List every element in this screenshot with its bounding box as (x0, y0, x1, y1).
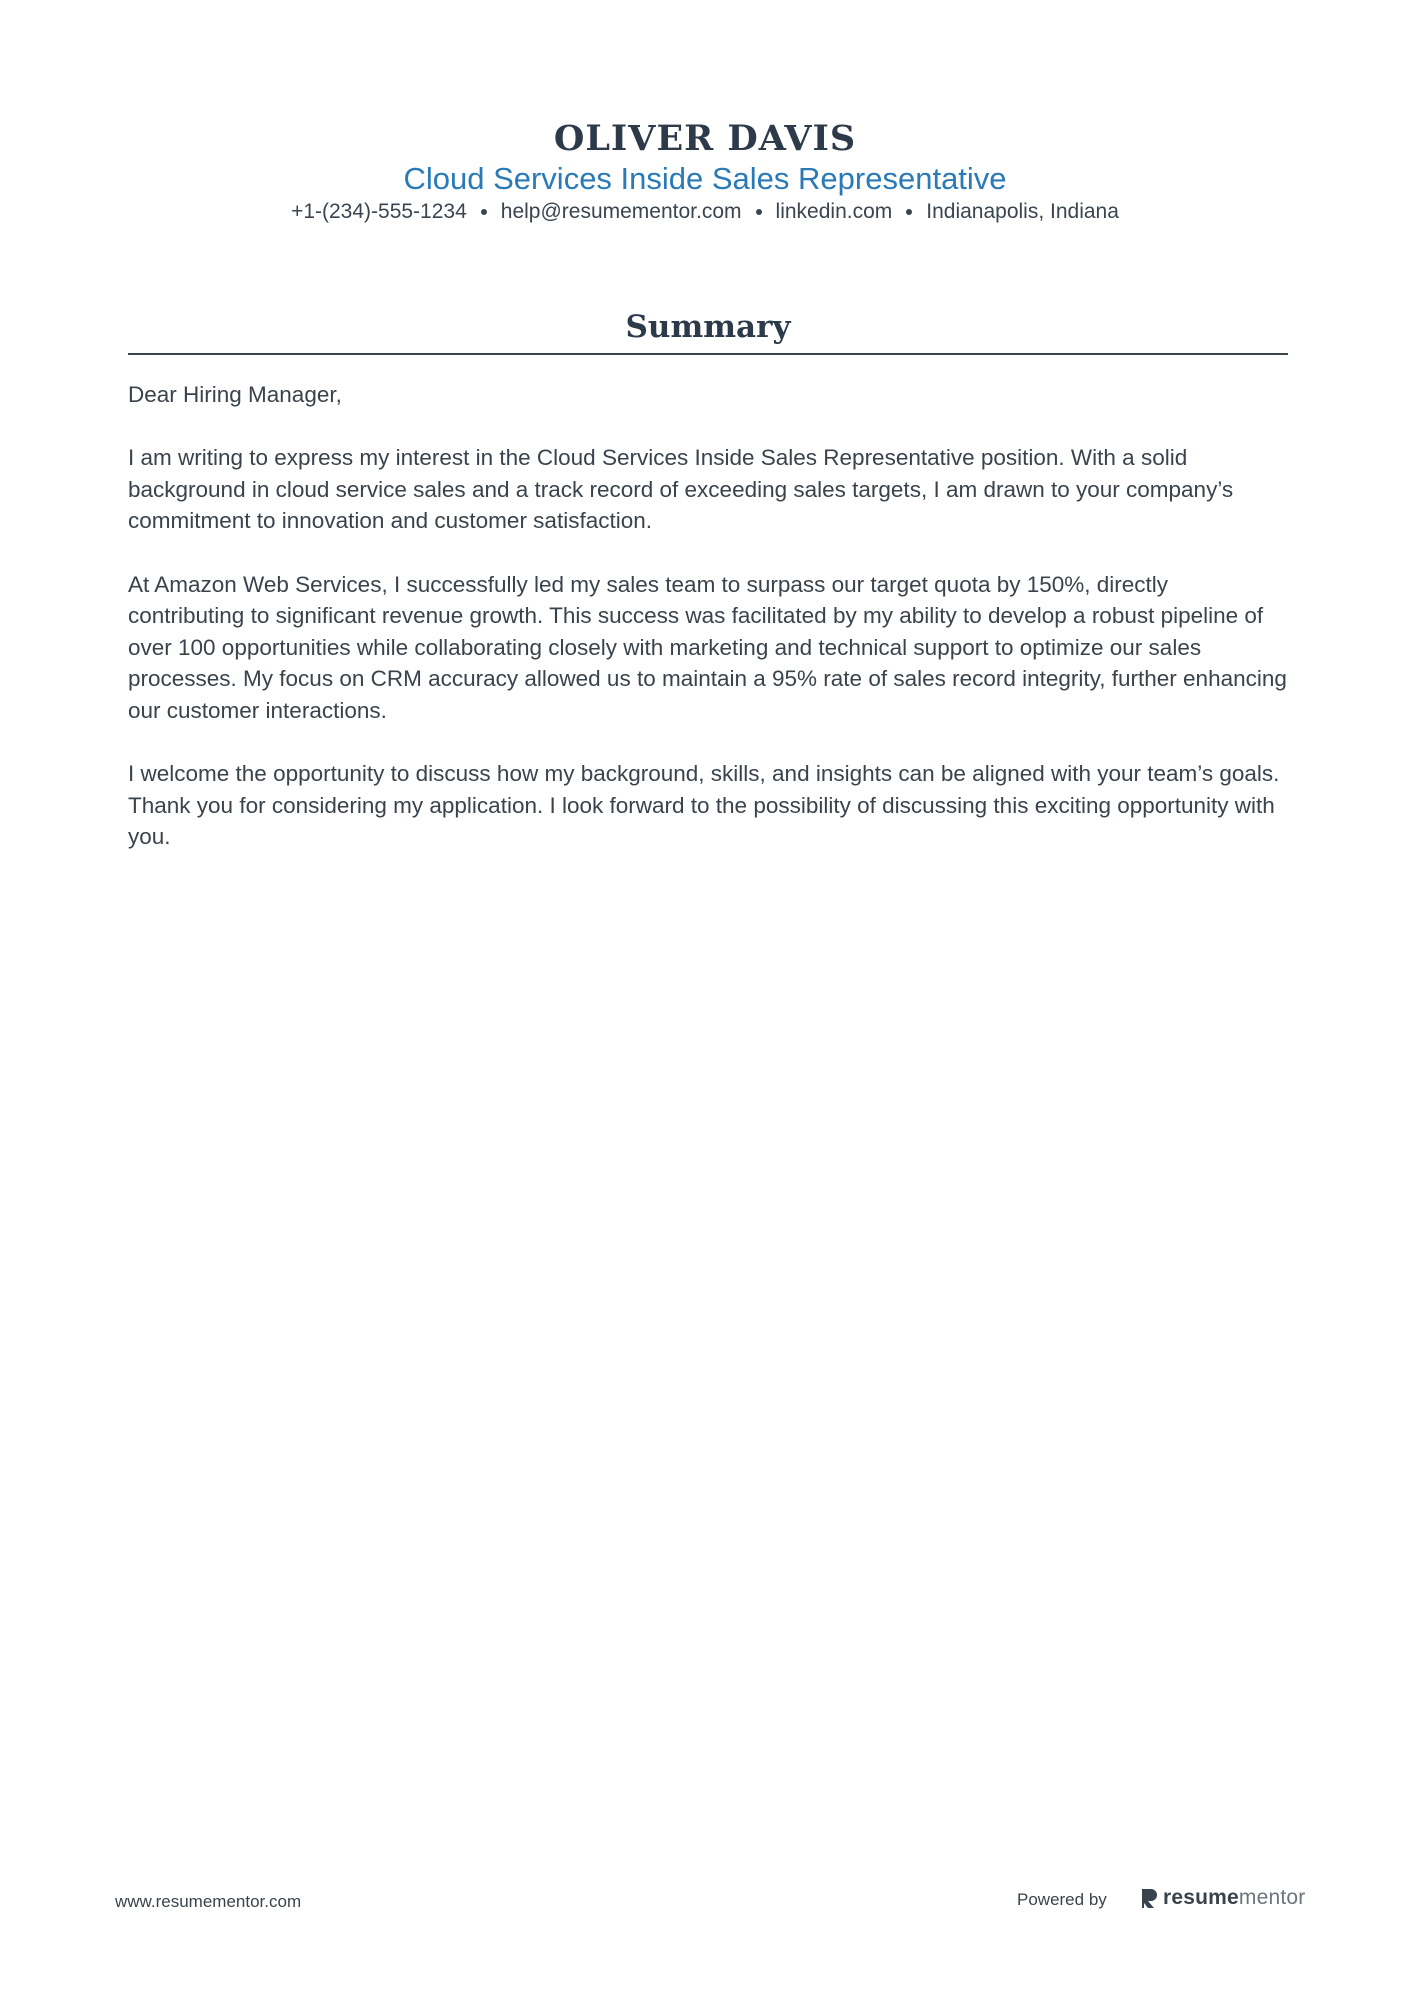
brand-wordmark (1163, 1886, 1305, 1910)
brand-logo[interactable] (1140, 1884, 1305, 1912)
letter-body (128, 379, 1288, 853)
footer (0, 1880, 1410, 1920)
contact-location: Indianapolis, Indiana (926, 200, 1119, 223)
contact-email[interactable]: help@resumementor.com (500, 200, 742, 223)
contact-line (0, 198, 1410, 226)
body-paragraph: I am writing to express my interest in the Cloud Services Inside Sales Representative position. With a solid background in cloud service sales and a track record of exceeding sales targets, I am drawn to your company’s commitment to innovation and customer satisfaction. (128, 445, 1234, 534)
contact-phone: +1-(234)-555-1234 (291, 200, 467, 223)
powered-by-label: Powered by (1017, 1890, 1107, 1909)
summary-section (128, 305, 1288, 885)
body-paragraph: I welcome the opportunity to discuss how my background, skills, and insights can be aligned with your team’s goals. Thank you for considering my application. I look forward to the possibility of discussing this exciting opportunity with you. (128, 761, 1280, 850)
bullet-separator-icon (906, 209, 912, 215)
brand-wordmark-light: mentor (1238, 1886, 1306, 1909)
bullet-separator-icon (481, 209, 487, 215)
job-title: Cloud Services Inside Sales Representative (403, 161, 1007, 196)
footer-website-link[interactable]: www.resumementor.com (115, 1892, 302, 1911)
bullet-separator-icon (756, 209, 762, 215)
body-paragraph: At Amazon Web Services, I successfully led my sales team to surpass our target quota by 150%, directly contributing to significant revenue growth. This success was facilitated by my ability to develop a robust pipeline of over 100 opportunities while collaborating closely with marketing and technical support to optimize our sales processes. My focus on CRM accuracy allowed us to maintain a 95% rate of sales record integrity, further enhancing our customer interactions. (128, 571, 1287, 723)
section-heading: Summary (128, 305, 1288, 355)
salutation: Dear Hiring Manager, (128, 382, 342, 407)
header (0, 118, 1410, 226)
contact-linkedin[interactable]: linkedin.com (775, 200, 893, 223)
brand-wordmark-bold: resume (1163, 1886, 1239, 1909)
resumementor-logo-icon (1140, 1887, 1158, 1909)
candidate-name: OLIVER DAVIS (553, 118, 857, 159)
